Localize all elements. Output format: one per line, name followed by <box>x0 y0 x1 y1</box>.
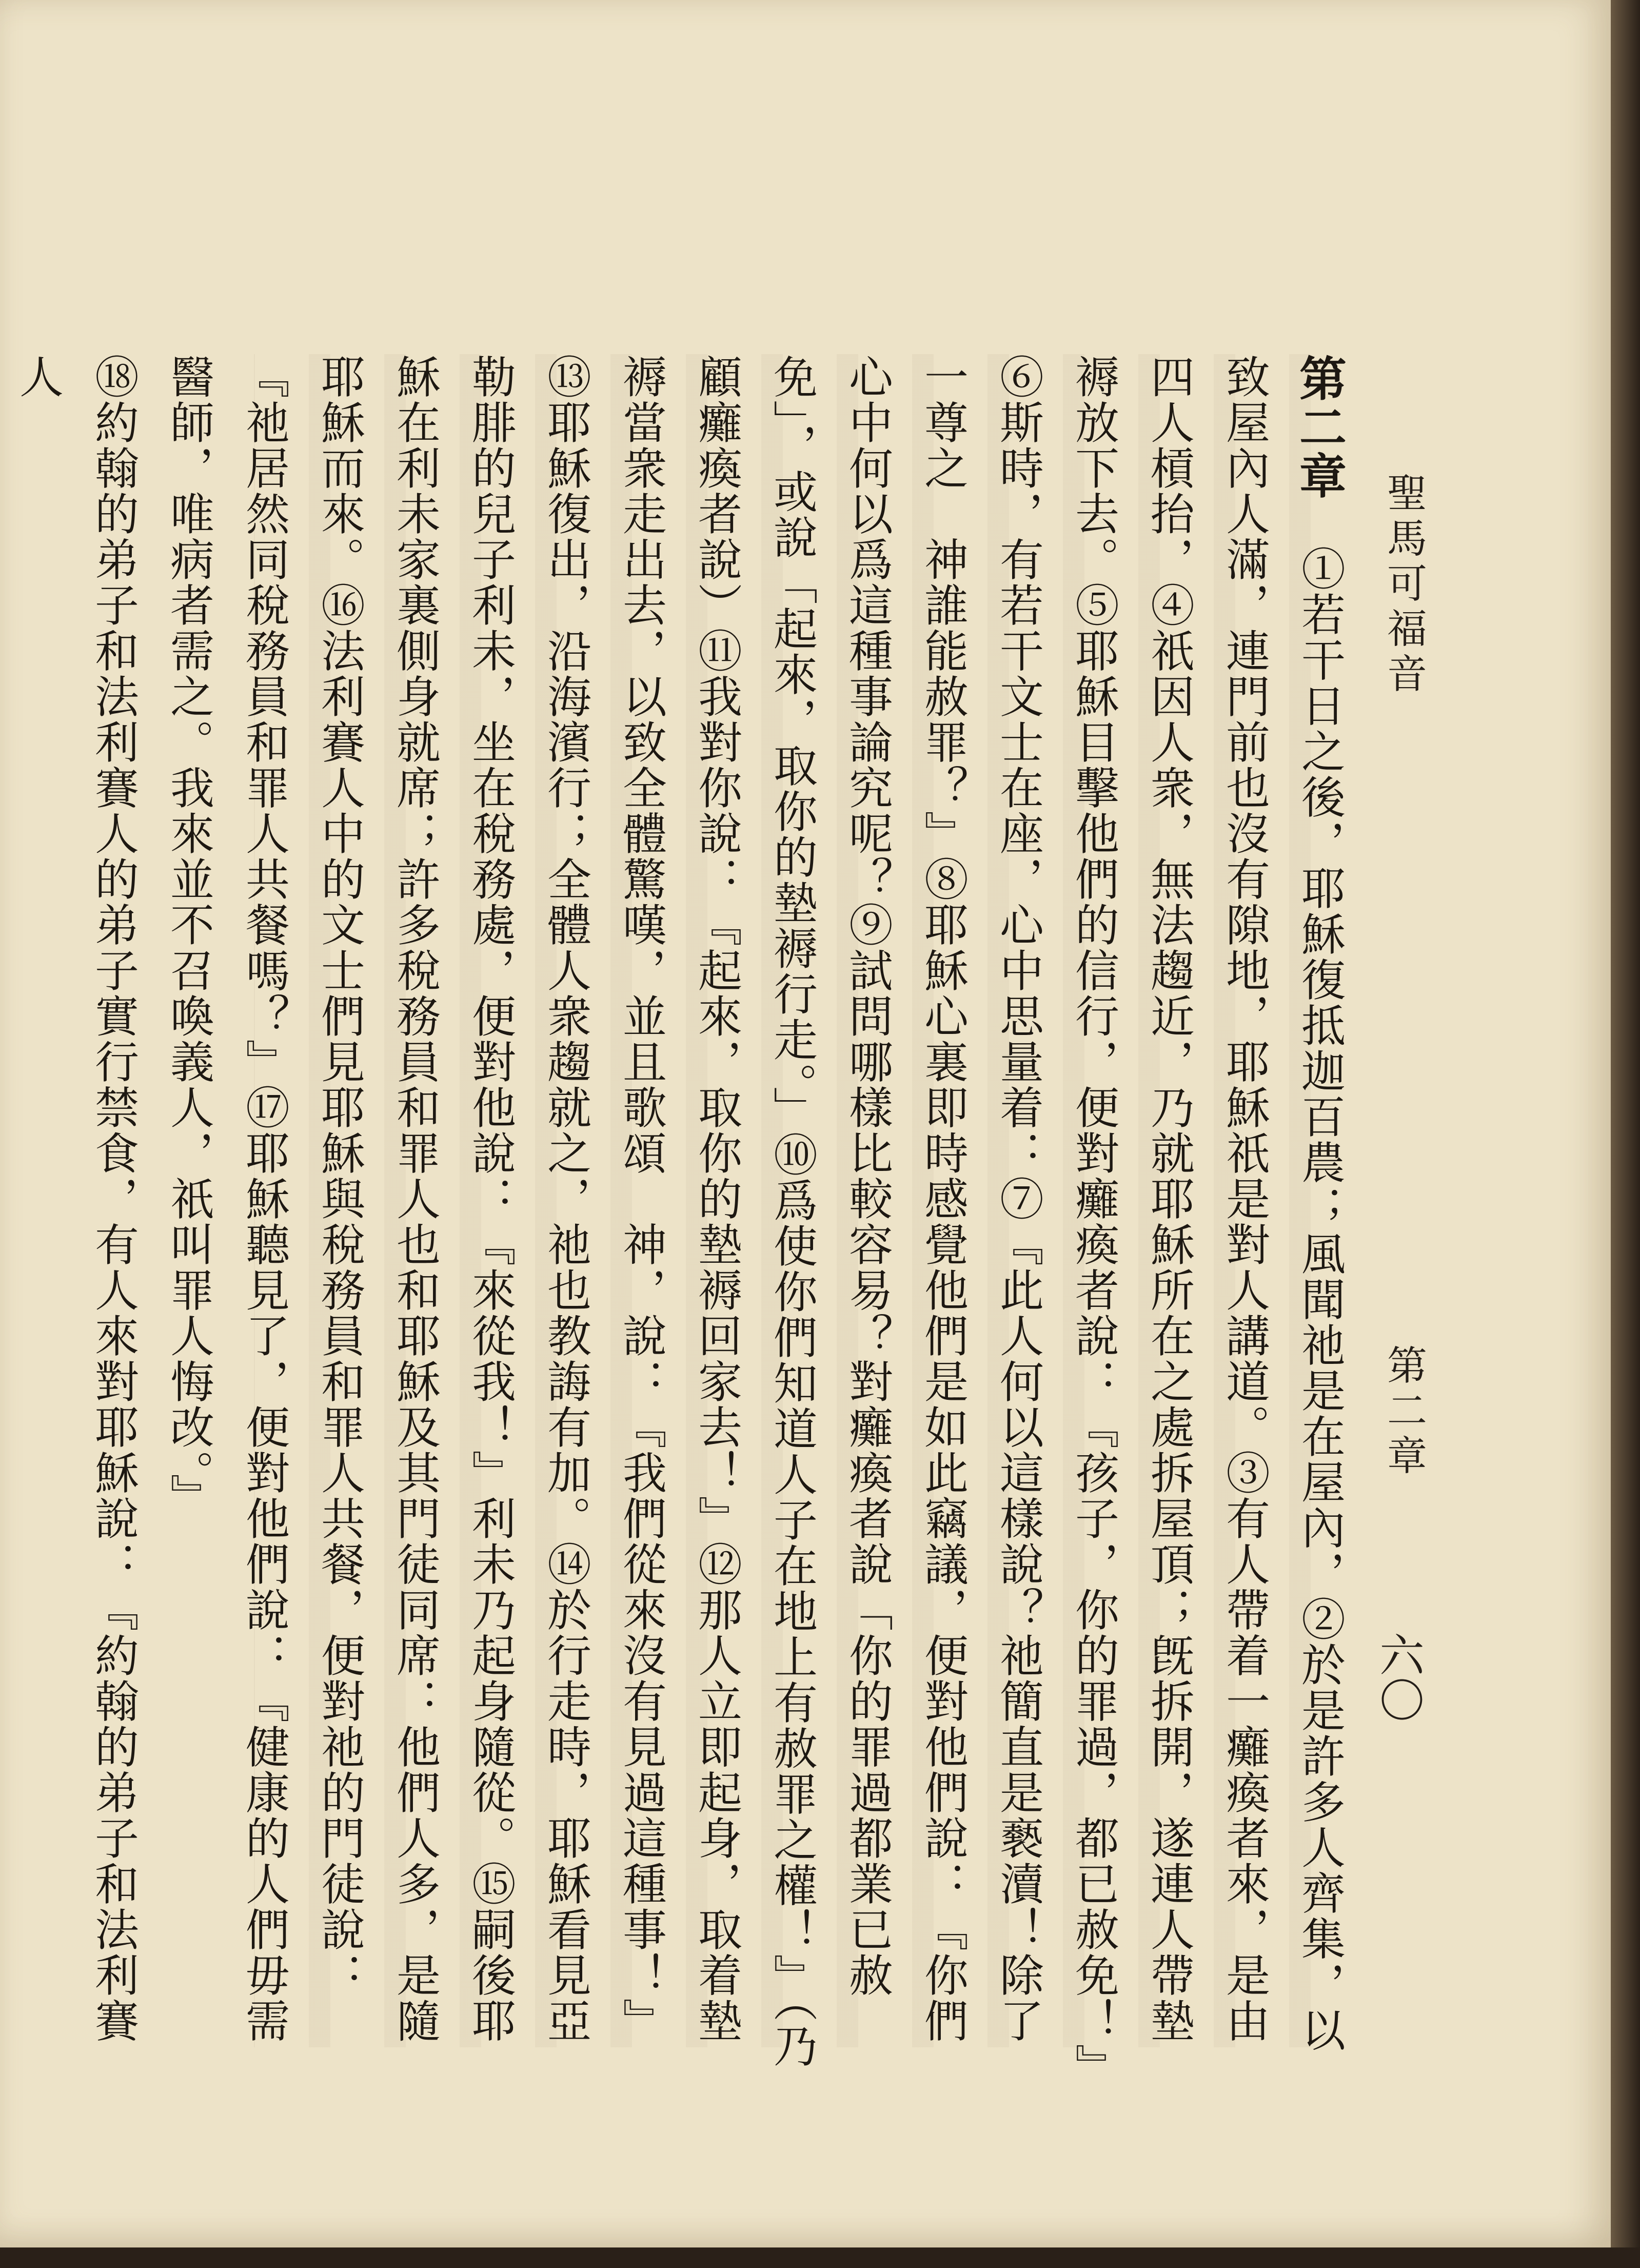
paragraph-3: ⑱約翰的弟子和法利賽人的弟子實行禁食，有人來對耶穌說：『約翰的弟子和法利賽人 <box>12 354 139 2044</box>
body-text <box>0 354 1357 2073</box>
running-head-book-title: 聖馬可福音 <box>1380 472 1427 698</box>
paragraph-2: ⑬耶穌復出，沿海濱行；全體人衆趨就之，祂也教誨有加。⑭於行走時，耶穌看見亞勒腓的兒子利未，坐在稅務處，便對他說：『來從我！』利未乃起身隨從。⑮嗣後耶穌在利未家裏側身就席；許多稅務員和罪人也和耶穌及其門徒同席：他們人多，是隨耶穌而來。⑯法利賽人中的文士們見耶穌與稅務員和罪人共餐，便對祂的門徒說：『祂居然同稅務員和罪人共餐嗎？』⑰耶穌聽見了，便對他們說：『健康的人們毋需醫師，唯病者需之。我來並不召喚義人，祇叫罪人悔改。』 <box>163 354 591 2044</box>
page-number: 六〇 <box>1372 1632 1425 1722</box>
running-head-chapter: 第二章 <box>1380 1344 1427 1480</box>
scan-border <box>0 2247 1640 2268</box>
chapter-heading: 第二章 <box>1292 354 1347 500</box>
paragraph-1-text: ①若干日之後，耶穌復抵迦百農；風聞祂是在屋內，②於是許多人齊集，以致屋內人滿，連門前也沒有隙地，耶穌祇是對人講道。③有人帶着一癱瘓者來，是由四人槓抬，④祇因人衆，無法趨近，乃就耶穌所在之處拆屋頂；旣拆開，遂連人帶墊褥放下去。⑤耶穌目擊他們的信行，便對癱瘓者說：『孩子，你的罪過，都已赦免！』⑥斯時，有若干文士在座，心中思量着：⑦『此人何以這樣說？祂簡直是褻瀆！除了一尊之 神誰能赦罪？』⑧耶穌心裏即時感覺他們是如此竊議，便對他們說：『你們心中何以爲這種事論究呢？⑨試問哪樣比較容易？對癱瘓者說「你的罪過都業已赦免」，或說「起來，取你的墊褥行走。」⑩爲使你們知道人子在地上有赦罪之權！』（乃顧癱瘓者說）⑪我對你說：『起來，取你的墊褥回家去！』⑫那人立即起身，取着墊褥當衆走出去，以致全體驚嘆，並且歌頌 神，說：『我們從來沒有見過這種事！』 <box>615 354 1345 2069</box>
paragraph-1 <box>603 354 1357 2073</box>
page-edge <box>1611 0 1640 2268</box>
